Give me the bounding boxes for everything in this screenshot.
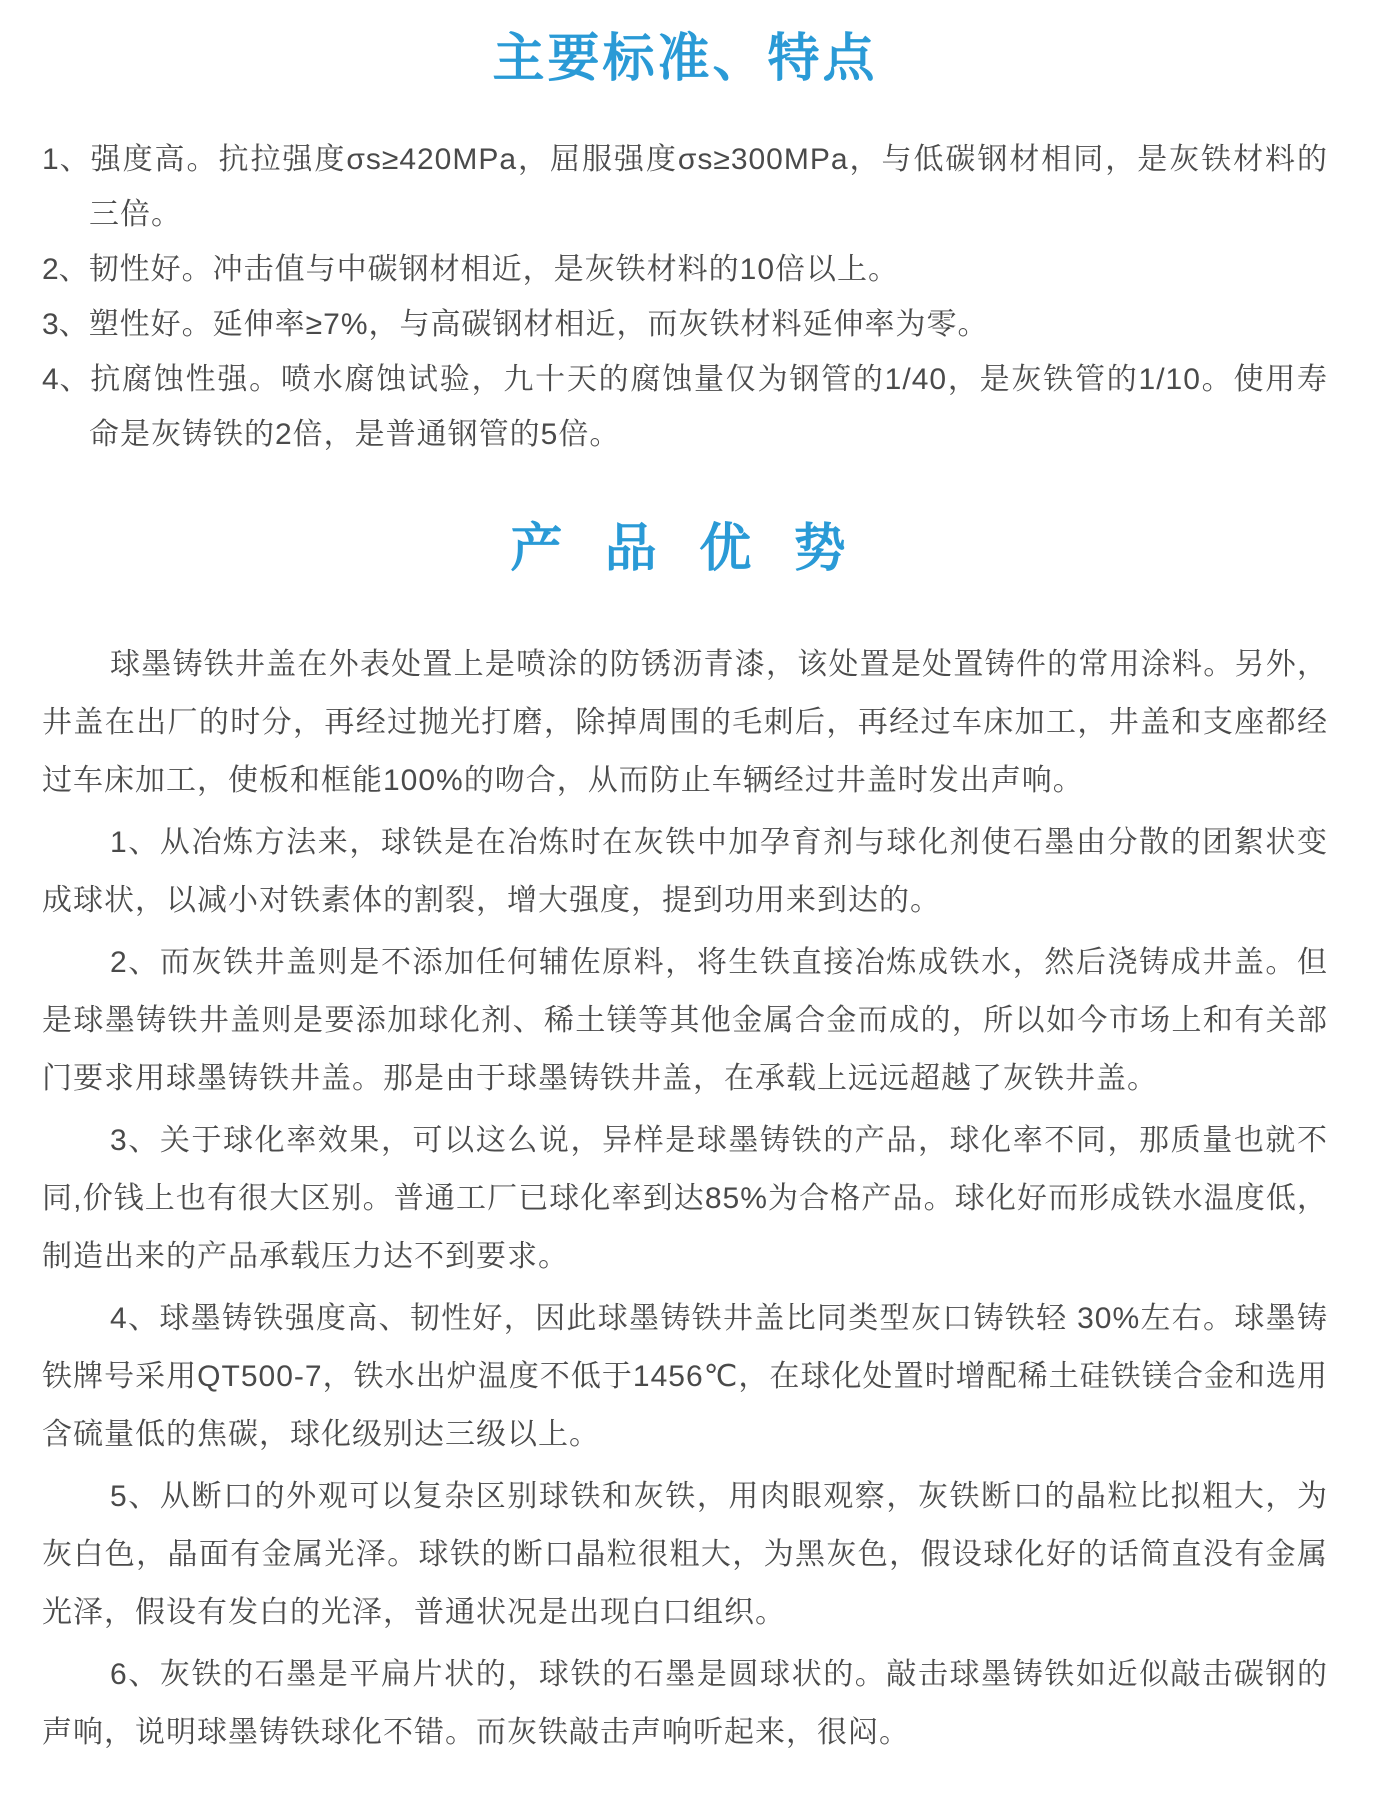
feature-text: 强度高。抗拉强度σs≥420MPa，屈服强度σs≥300MPa，与低碳钢材相同，是灰铁材料的三倍。 [89, 143, 1329, 231]
feature-item [42, 297, 1328, 352]
section-title-advantages: 产 品 优 势 [510, 520, 860, 578]
advantage-paragraph: 4、球墨铸铁强度高、韧性好，因此球墨铸铁井盖比同类型灰口铸铁轻 30%左右。球墨铸铁牌号采用QT500-7，铁水出炉温度不低于1456℃，在球化处置时增配稀土硅铁镁合金和选用含硫量低的焦碳，球化级别达三级以上。 [42, 1302, 1328, 1451]
advantage-paragraph: 球墨铸铁井盖在外表处置上是喷涂的防锈沥青漆，该处置是处置铸件的常用涂料。另外，井盖在出厂的时分，再经过抛光打磨，除掉周围的毛刺后，再经过车床加工，井盖和支座都经过车床加工，使板和框能100%的吻合，从而防止车辆经过井盖时发出声响。 [42, 648, 1328, 797]
feature-text: 塑性好。延伸率≥7%，与高碳钢材相近，而灰铁材料延伸率为零。 [88, 308, 989, 341]
advantage-paragraph: 2、而灰铁井盖则是不添加任何辅佐原料，将生铁直接冶炼成铁水，然后浇铸成井盖。但是球墨铸铁井盖则是要添加球化剂、稀土镁等其他金属合金而成的，所以如今市场上和有关部门要求用球墨铸铁井盖。那是由于球墨铸铁井盖，在承载上远远超越了灰铁井盖。 [42, 946, 1328, 1095]
feature-item [42, 132, 1328, 242]
advantage-paragraph: 6、灰铁的石墨是平扁片状的，球铁的石墨是圆球状的。敲击球墨铸铁如近似敲击碳钢的声响，说明球墨铸铁球化不错。而灰铁敲击声响听起来，很闷。 [42, 1658, 1328, 1749]
feature-text: 抗腐蚀性强。喷水腐蚀试验，九十天的腐蚀量仅为钢管的1/40，是灰铁管的1/10。使用寿命是灰铸铁的2倍，是普通钢管的5倍。 [89, 363, 1329, 451]
advantage-paragraph: 1、从冶炼方法来，球铁是在冶炼时在灰铁中加孕育剂与球化剂使石墨由分散的团絮状变成球状，以减小对铁素体的割裂，增大强度，提到功用来到达的。 [42, 826, 1328, 917]
feature-text: 韧性好。冲击值与中碳钢材相近，是灰铁材料的10倍以上。 [88, 253, 900, 286]
advantage-paragraph: 3、关于球化率效果，可以这么说，异样是球墨铸铁的产品，球化率不同，那质量也就不同,价钱上也有很大区别。普通工厂已球化率到达85%为合格产品。球化好而形成铁水温度低，制造出来的产品承载压力达不到要求。 [42, 1124, 1328, 1273]
feature-number: 3、 [42, 308, 89, 341]
feature-item [42, 242, 1328, 297]
feature-number: 4、 [42, 363, 91, 396]
section-title-standards: 主要标准、特点 [492, 30, 878, 88]
advantage-paragraph: 5、从断口的外观可以复杂区别球铁和灰铁，用肉眼观察，灰铁断口的晶粒比拟粗大，为灰白色，晶面有金属光泽。球铁的断口晶粒很粗大，为黑灰色，假设球化好的话简直没有金属光泽，假设有发白的光泽，普通状况是出现白口组织。 [42, 1480, 1328, 1629]
feature-number: 1、 [42, 143, 91, 176]
feature-item [42, 352, 1328, 462]
standards-feature-list [42, 132, 1328, 462]
advantages-body [42, 636, 1328, 1762]
feature-number: 2、 [42, 253, 89, 286]
